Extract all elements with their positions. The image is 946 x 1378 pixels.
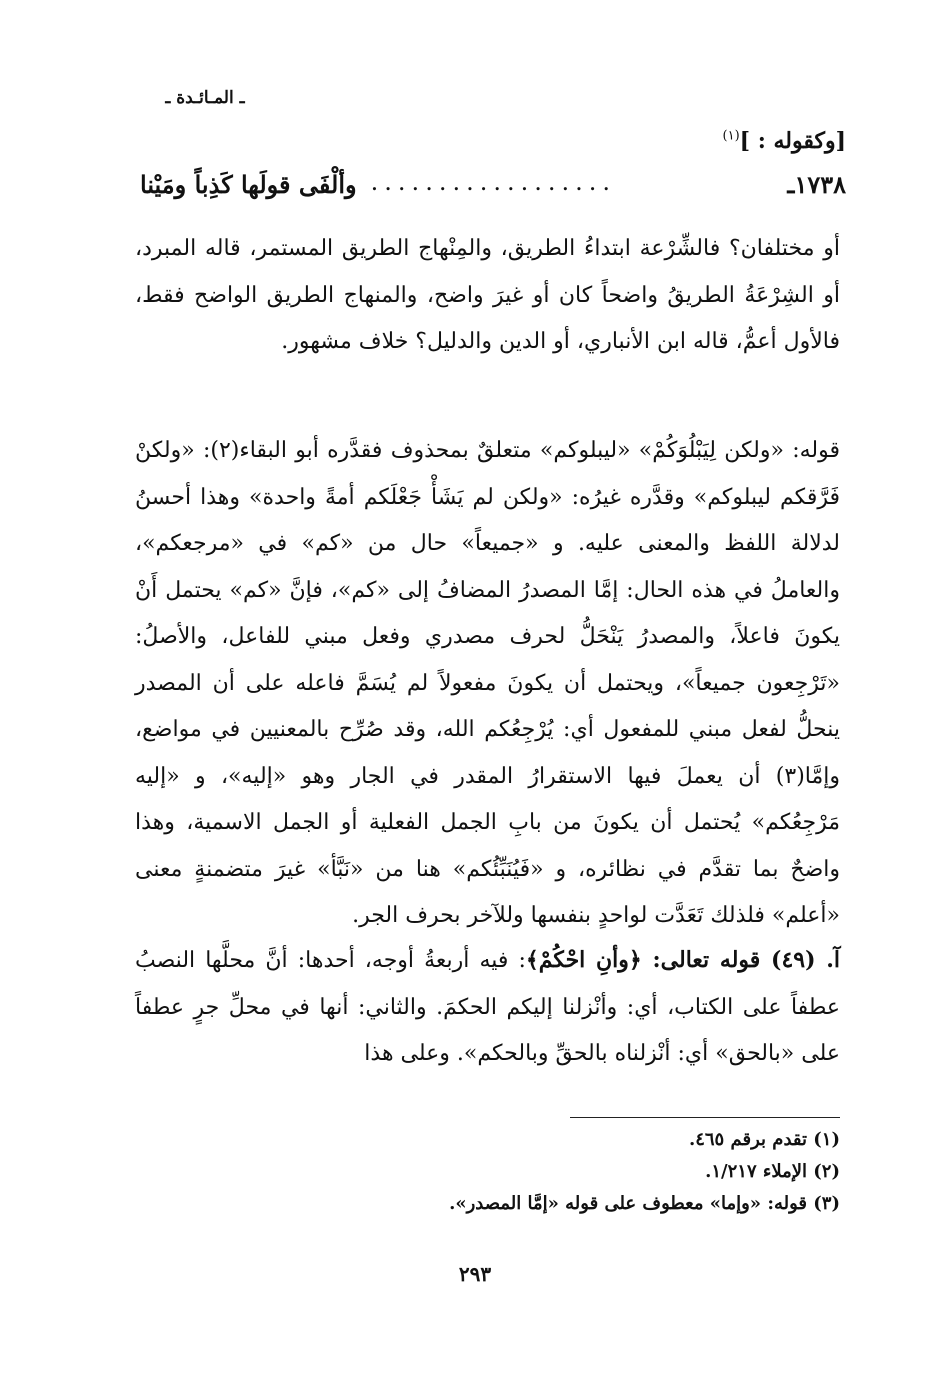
verse-intro-text: [وكقوله : ]	[739, 128, 846, 154]
footnote-divider	[570, 1117, 840, 1118]
verse-49-heading: آ. (٤٩) قوله تعالى: ﴿وأنِ احْكُمْ﴾	[525, 947, 841, 973]
poetry-verse	[140, 168, 846, 208]
verse-number: ١٧٣٨ـ	[787, 170, 846, 199]
paragraph-2: قوله: «ولكن لِيَبْلُوَكُمْ» «ليبلوكم» متعلقٌ بمحذوف فقدَّره أبو البقاء(٢): «ولكنْ فَرَّقكم ليبلوكم» وقدَّره غيرُه: «ولكن لم يَشَأْ جَعْلَكم أمةً واحدة» وهذا أحسنُ لدلالة اللفظ والمعنى عليه. و «جميعاً» حال من «كم» في «مرجعكم»، والعاملُ في هذه الحال: إمَّا المصدرُ المضافُ إلى «كم»، فإنَّ «كم» يحتمل أَنْ يكونَ فاعلاً، والمصدرُ يَنْحَلُّ لحرف مصدري وفعل مبني للفاعل، والأصلُ: «تَرْجِعون جميعاً»، ويحتمل أن يكونَ مفعولاً لم يُسَمَّ فاعله على أن المصدر ينحلُّ لفعل مبني للمفعول أي: يُرْجِعُكم الله، وقد صُرِّح بالمعنيين في مواضع، وإمَّا(٣) أن يعملَ فيها الاستقرارُ المقدر في الجار وهو «إليه»، و «إليه مَرْجِعُكم» يُحتمل أن يكونَ من بابِ الجمل الفعلية أو الجمل الاسمية، وهذا واضحٌ بما تقدَّم في نظائره، و «فَيُنَبِّئُكم» هنا من «نَبَّأ» غيرَ متضمنةٍ معنى «أعلم» فلذلك تَعَدَّت لواحدٍ بنفسها وللآخر بحرف الجر.	[135, 438, 840, 928]
footnote-3: (٣) قوله: «وإما» معطوف على قوله «إمَّا المصدر».	[449, 1193, 840, 1214]
paragraph-3	[135, 937, 840, 1078]
running-header: ـ المـائـدة ـ	[165, 88, 245, 108]
footnote-1: (١) تقدم برقم ٤٦٥.	[688, 1129, 840, 1150]
paragraph-3-text: : فيه أربعةُ أوجه، أحدها: أنَّ محلَّها النصبُ عطفاً على الكتاب، أي: وأنْزلنا إليكم الحكمَ. والثاني: أنها في محلِّ جرٍ عطفاً على «بالحق» أي: أنْزلناه بالحقِّ وبالحكم». وعلى هذا	[135, 948, 840, 1066]
verse-dots: ..................	[370, 168, 616, 196]
footnotes	[300, 1124, 840, 1220]
page-number: ٢٩٣	[458, 1262, 492, 1286]
footnote-ref-1[interactable]: (١)	[722, 128, 740, 144]
footnote-2: (٢) الإملاء ١/٢١٧.	[705, 1161, 840, 1182]
paragraph-1: أو مختلفان؟ فالشِّرْعة ابتداءُ الطريق، والمِنْهاج الطريق المستمر، قاله المبرد، أو الشِرْعَةُ الطريقُ واضحاً كان أو غيرَ واضح، والمنهاج الطريق الواضح فقط، فالأول أعمُّ، قاله ابن الأنباري، أو الدين والدليل؟ خلاف مشهور.	[135, 236, 840, 354]
verse-intro	[723, 128, 847, 154]
verse-hemistich: وألْفَى قولَها كَذِباً ومَيْنا	[140, 170, 357, 199]
